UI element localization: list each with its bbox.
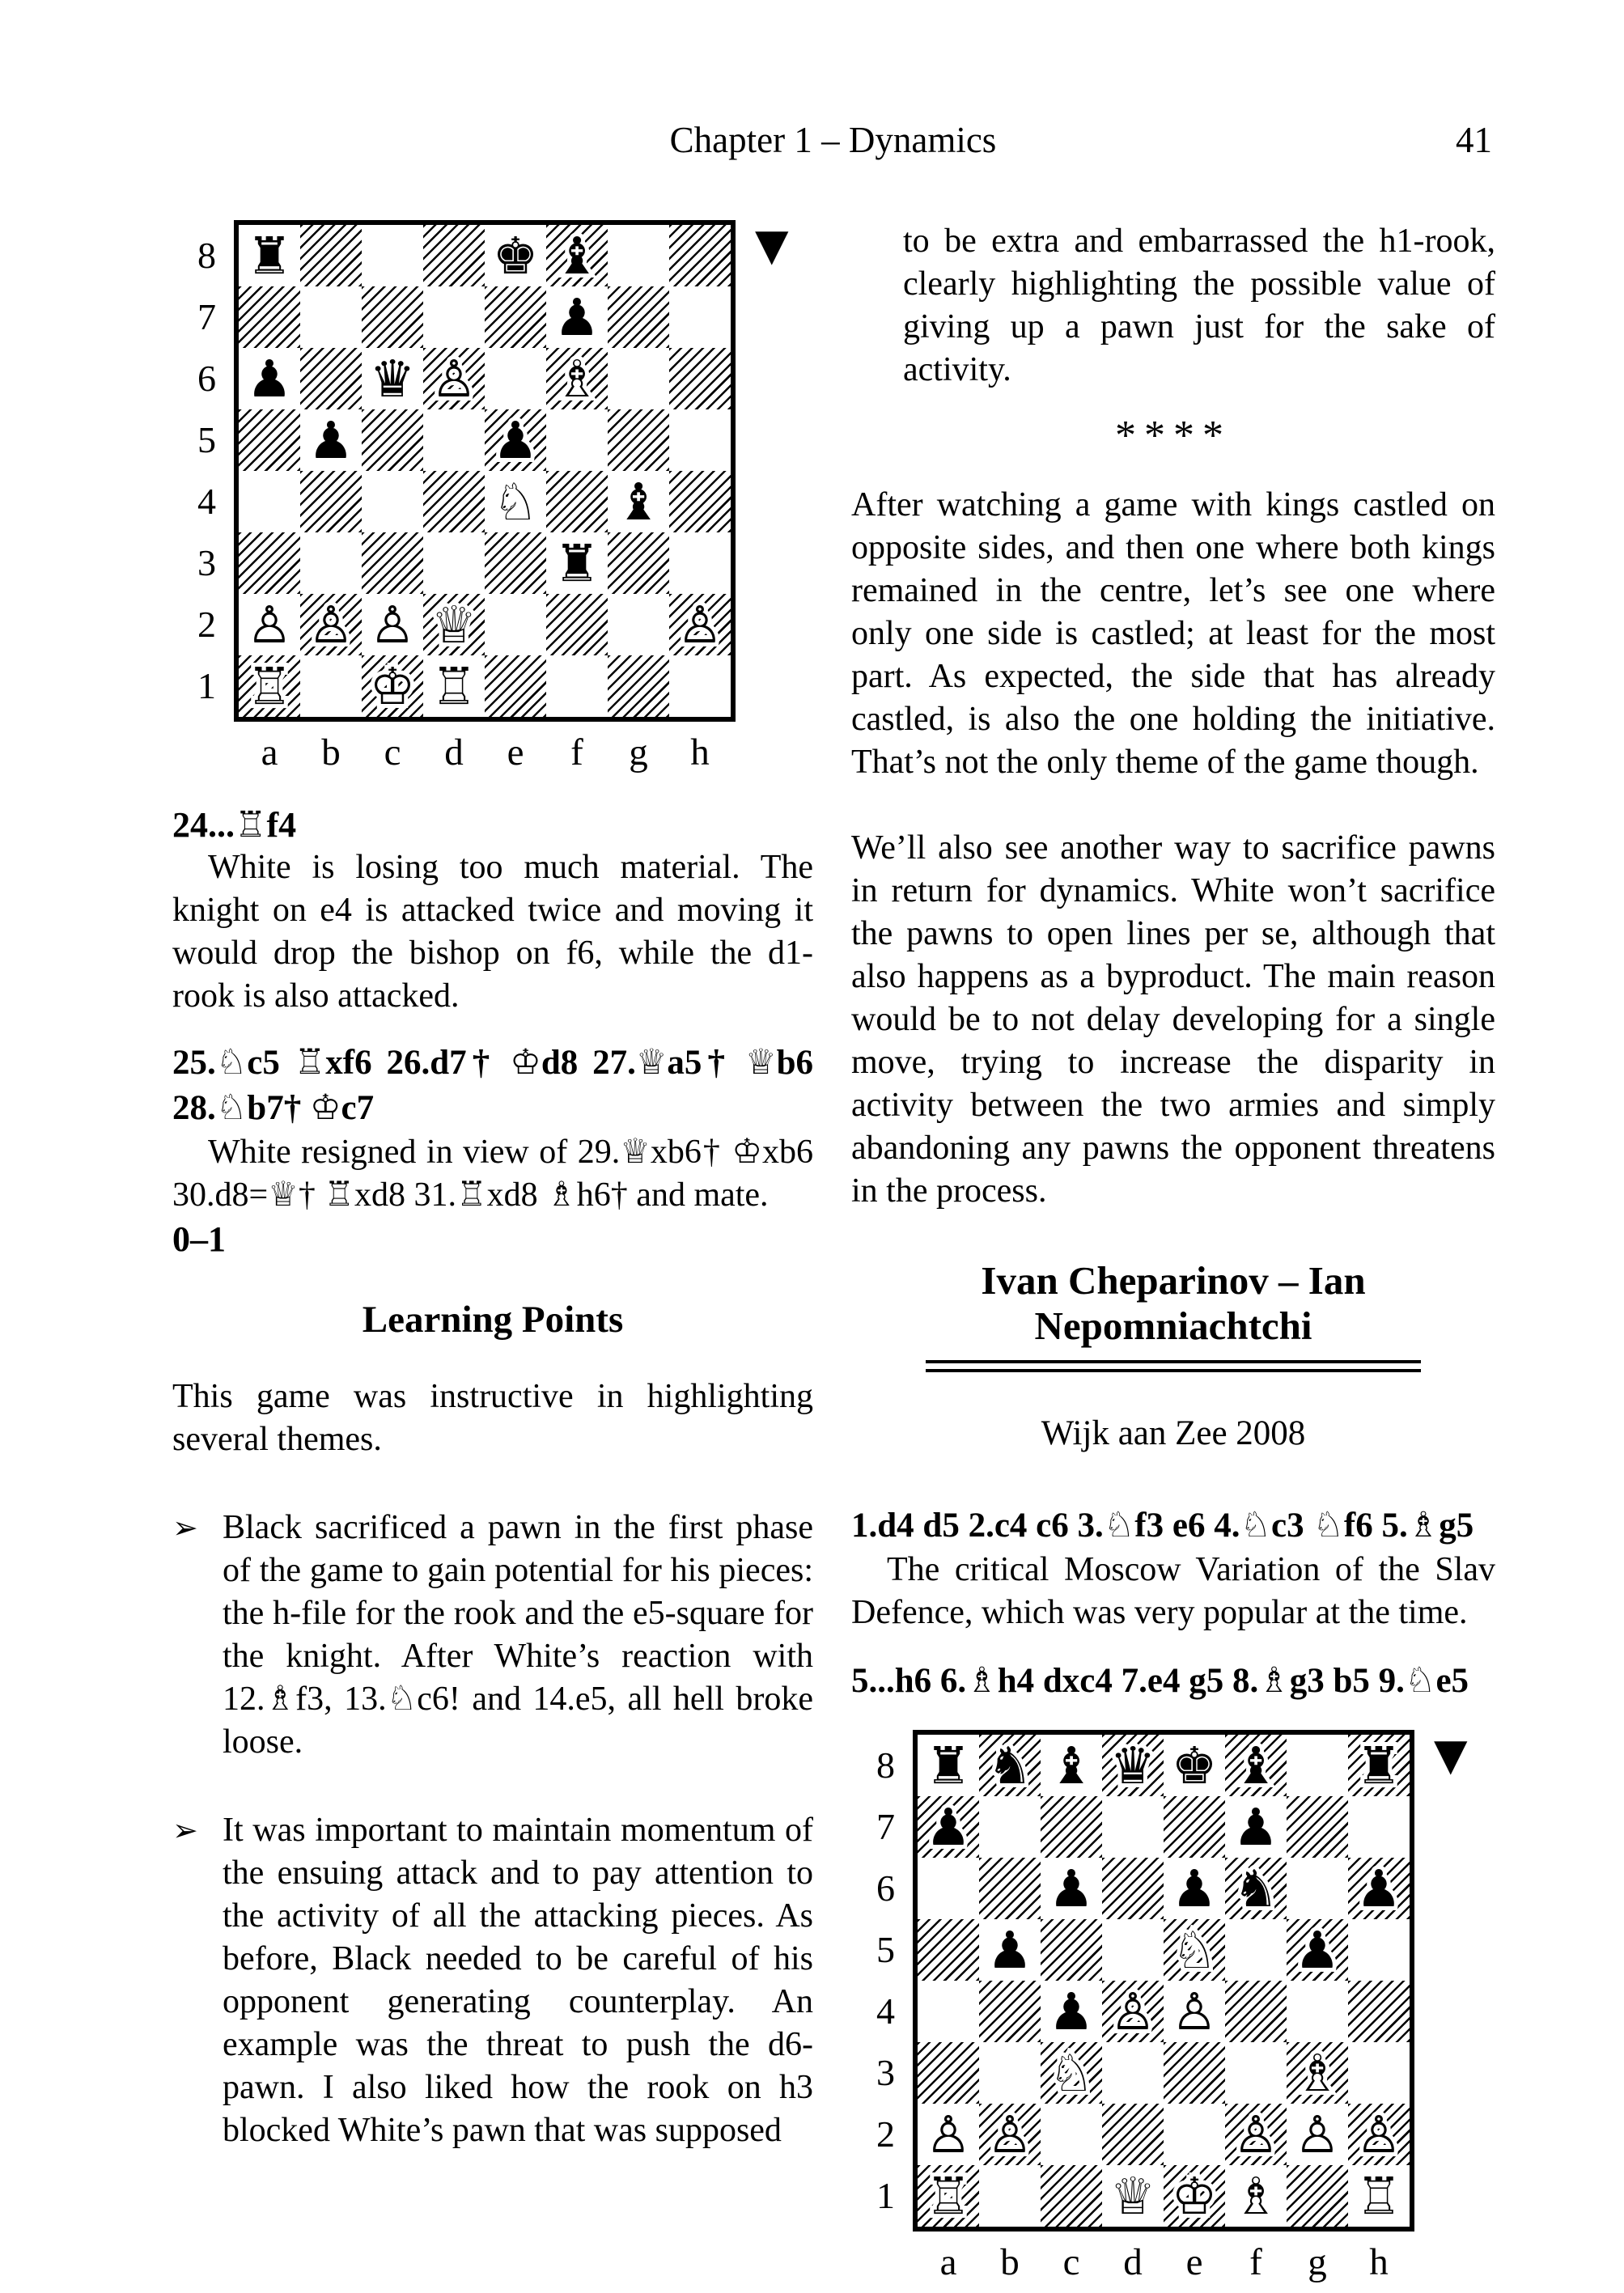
file-label-f: f: [1249, 2241, 1262, 2283]
square-c2: [362, 594, 423, 655]
file-label-c: c: [384, 731, 401, 774]
square-f6: [1225, 1858, 1287, 1919]
square-c3: [362, 532, 423, 594]
square-a4: [239, 471, 300, 532]
square-d6: [423, 348, 485, 409]
square-e5: [1164, 1919, 1225, 1981]
square-d7: [423, 286, 485, 348]
square-a5: [918, 1919, 979, 1981]
page-number: 41: [1456, 120, 1492, 160]
square-e2: [1164, 2104, 1225, 2165]
chess-diagram-1: [172, 220, 813, 777]
square-f6: [546, 348, 608, 409]
square-d1: [423, 655, 485, 717]
diagram-board-row: [172, 220, 813, 722]
square-c8: [362, 225, 423, 286]
file-labels: [918, 2238, 1495, 2287]
square-b3: [979, 2042, 1041, 2104]
file-label-d: d: [444, 731, 464, 774]
arrow-bullet-icon: ➢: [172, 1812, 198, 1848]
square-e6: [1164, 1858, 1225, 1919]
square-h4: [1348, 1981, 1410, 2042]
move-line: 5...h6 6.♗h4 dxc4 7.e4 g5 8.♗g3 b5 9.♘e5: [851, 1662, 1469, 1700]
square-c4: [362, 471, 423, 532]
rank-label-6: 6: [197, 358, 216, 399]
square-d3: [423, 532, 485, 594]
square-f3: [546, 532, 608, 594]
black-to-move-icon: ▼: [1434, 1729, 1468, 1780]
square-a7: [918, 1796, 979, 1858]
paragraph: This game was instructive in highlighting several themes.: [172, 1378, 813, 1458]
rank-label-3: 3: [876, 2052, 895, 2093]
square-e3: [485, 532, 546, 594]
square-a1: [239, 655, 300, 717]
square-h3: [1348, 2042, 1410, 2104]
square-a4: [918, 1981, 979, 2042]
square-e2: [485, 594, 546, 655]
paragraph: The critical Moscow Variation of the Slav Defence, which was very popular at the time.: [851, 1551, 1495, 1631]
square-d3: [1102, 2042, 1164, 2104]
square-a6: [918, 1858, 979, 1919]
square-f4: [546, 471, 608, 532]
square-h4: [669, 471, 731, 532]
rank-labels: [172, 220, 234, 717]
square-h5: [669, 409, 731, 471]
square-f7: [1225, 1796, 1287, 1858]
square-f5: [1225, 1919, 1287, 1981]
square-g2: [1287, 2104, 1348, 2165]
square-e7: [1164, 1796, 1225, 1858]
square-f2: [1225, 2104, 1287, 2165]
square-c1: [1041, 2165, 1102, 2227]
move-heading: 24...♖f4: [172, 805, 297, 845]
square-a8: [918, 1735, 979, 1796]
square-h1: [669, 655, 731, 717]
square-g3: [608, 532, 669, 594]
square-a2: [918, 2104, 979, 2165]
arrow-bullet-icon: ➢: [172, 1510, 198, 1545]
square-g8: [1287, 1735, 1348, 1796]
square-d2: [423, 594, 485, 655]
square-d8: [423, 225, 485, 286]
square-d6: [1102, 1858, 1164, 1919]
paragraph-continuation: to be extra and embarrassed the h1-rook, clearly highlighting the possible value of giving up a pawn just for the sake of activity.: [903, 223, 1495, 388]
square-g6: [1287, 1858, 1348, 1919]
rank-label-6: 6: [876, 1867, 895, 1909]
paragraph: White is losing too much material. The knight on e4 is attacked twice and moving it would drop the bishop on f6, while the d1-rook is also attacked.: [172, 849, 813, 1015]
square-g1: [608, 655, 669, 717]
square-e4: [485, 471, 546, 532]
square-b4: [300, 471, 362, 532]
square-e1: [1164, 2165, 1225, 2227]
square-b6: [979, 1858, 1041, 1919]
square-f2: [546, 594, 608, 655]
file-label-a: a: [261, 731, 278, 774]
rank-label-2: 2: [876, 2113, 895, 2155]
file-label-e: e: [507, 731, 524, 774]
square-d8: [1102, 1735, 1164, 1796]
section-heading: Learning Points: [362, 1299, 624, 1341]
rank-labels: [851, 1730, 913, 2227]
square-c8: [1041, 1735, 1102, 1796]
square-b7: [979, 1796, 1041, 1858]
square-h1: [1348, 2165, 1410, 2227]
square-g1: [1287, 2165, 1348, 2227]
square-h2: [1348, 2104, 1410, 2165]
square-f5: [546, 409, 608, 471]
square-g3: [1287, 2042, 1348, 2104]
rank-label-8: 8: [876, 1744, 895, 1786]
square-c4: [1041, 1981, 1102, 2042]
square-e6: [485, 348, 546, 409]
square-d1: [1102, 2165, 1164, 2227]
square-b5: [300, 409, 362, 471]
chess-board: [234, 220, 736, 722]
square-d5: [423, 409, 485, 471]
square-b4: [979, 1981, 1041, 2042]
square-e7: [485, 286, 546, 348]
square-b5: [979, 1919, 1041, 1981]
square-b8: [300, 225, 362, 286]
square-g4: [1287, 1981, 1348, 2042]
square-c2: [1041, 2104, 1102, 2165]
square-d7: [1102, 1796, 1164, 1858]
square-d4: [1102, 1981, 1164, 2042]
list-item-text: Black sacrificed a pawn in the first phase of the game to gain potential for his pieces: the h-file for the rook and the e5-square for the knight. After White’s reaction with 12.♗f3, 13.♘c6! and 14.e5, all hell broke loose.: [223, 1509, 813, 1761]
file-label-g: g: [629, 731, 648, 774]
file-label-g: g: [1308, 2241, 1327, 2283]
square-c3: [1041, 2042, 1102, 2104]
paragraph: White resigned in view of 29.♕xb6† ♔xb6 30.d8=♕† ♖xd8 31.♖xd8 ♗h6† and mate.: [172, 1134, 813, 1214]
square-f8: [546, 225, 608, 286]
file-label-b: b: [321, 731, 341, 774]
square-a5: [239, 409, 300, 471]
square-b6: [300, 348, 362, 409]
file-label-a: a: [939, 2241, 957, 2283]
square-f3: [1225, 2042, 1287, 2104]
square-c5: [362, 409, 423, 471]
chess-diagram-2: [851, 1730, 1495, 2287]
square-b2: [300, 594, 362, 655]
square-g8: [608, 225, 669, 286]
square-g7: [608, 286, 669, 348]
square-h3: [669, 532, 731, 594]
square-c5: [1041, 1919, 1102, 1981]
list-item-text: It was important to maintain momentum of the ensuing attack and to pay attention to the activity of all the attacking pieces. As before, Black needed to be careful of his opponent generating counterplay. An example was the threat to push the d6-pawn. I also liked how the rook on h3 blocked White’s pawn that was supposed: [223, 1812, 813, 2149]
square-b7: [300, 286, 362, 348]
square-h7: [669, 286, 731, 348]
diagram-board-row: [851, 1730, 1495, 2232]
section-break-asterisks: ****: [1115, 413, 1232, 459]
square-c6: [362, 348, 423, 409]
list-item: [172, 1507, 813, 1764]
square-b1: [979, 2165, 1041, 2227]
square-h8: [669, 225, 731, 286]
square-g6: [608, 348, 669, 409]
rank-label-3: 3: [197, 542, 216, 583]
square-a3: [918, 2042, 979, 2104]
square-d4: [423, 471, 485, 532]
rank-label-5: 5: [876, 1929, 895, 1970]
rank-label-5: 5: [197, 419, 216, 460]
square-b3: [300, 532, 362, 594]
rank-label-1: 1: [197, 665, 216, 706]
square-c7: [362, 286, 423, 348]
square-h6: [669, 348, 731, 409]
square-f7: [546, 286, 608, 348]
rank-label-4: 4: [197, 481, 216, 522]
chapter-title: Chapter 1 – Dynamics: [669, 120, 997, 160]
right-column: [851, 220, 1495, 2287]
black-to-move-icon: ▼: [755, 219, 789, 270]
file-label-b: b: [1000, 2241, 1020, 2283]
rank-label-7: 7: [197, 296, 216, 337]
square-a2: [239, 594, 300, 655]
square-h2: [669, 594, 731, 655]
game-players-heading: Ivan Cheparinov – Ian Nepomniachtchi: [981, 1258, 1366, 1348]
chess-board: [913, 1730, 1414, 2232]
rank-label-8: 8: [197, 235, 216, 276]
square-g5: [1287, 1919, 1348, 1981]
file-label-f: f: [570, 731, 583, 774]
square-e8: [1164, 1735, 1225, 1796]
square-g2: [608, 594, 669, 655]
square-a3: [239, 532, 300, 594]
rank-label-2: 2: [197, 604, 216, 645]
square-d5: [1102, 1919, 1164, 1981]
file-label-e: e: [1185, 2241, 1203, 2283]
square-h7: [1348, 1796, 1410, 1858]
square-h8: [1348, 1735, 1410, 1796]
square-b8: [979, 1735, 1041, 1796]
square-d2: [1102, 2104, 1164, 2165]
move-line: 25.♘c5 ♖xf6 26.d7† ♔d8 27.♕a5† ♕b6 28.♘b7† ♔c7: [172, 1044, 813, 1127]
square-a7: [239, 286, 300, 348]
rank-label-7: 7: [876, 1806, 895, 1847]
square-e8: [485, 225, 546, 286]
paragraph: We’ll also see another way to sacrifice pawns in return for dynamics. White won’t sacrifice the pawns to open lines per se, although that also happens as a byproduct. The main reason would be to not delay developing for a single move, trying to increase the disparity in activity between the two armies and simply abandoning any pawns the opponent threatens in the process.: [851, 829, 1495, 1210]
square-c1: [362, 655, 423, 717]
square-g7: [1287, 1796, 1348, 1858]
square-a6: [239, 348, 300, 409]
square-e1: [485, 655, 546, 717]
square-f8: [1225, 1735, 1287, 1796]
square-e3: [1164, 2042, 1225, 2104]
rank-label-1: 1: [876, 2175, 895, 2216]
game-result: 0–1: [172, 1219, 226, 1259]
file-labels: [239, 728, 813, 777]
file-label-h: h: [690, 731, 710, 774]
square-f1: [1225, 2165, 1287, 2227]
left-column: [172, 220, 813, 2152]
rank-label-4: 4: [876, 1990, 895, 2032]
square-b1: [300, 655, 362, 717]
square-a1: [918, 2165, 979, 2227]
move-line: 1.d4 d5 2.c4 c6 3.♘f3 e6 4.♘c3 ♘f6 5.♗g5: [851, 1507, 1474, 1545]
game-venue: Wijk aan Zee 2008: [1041, 1414, 1306, 1452]
list-item: [172, 1809, 813, 2152]
square-a8: [239, 225, 300, 286]
square-g4: [608, 471, 669, 532]
square-g5: [608, 409, 669, 471]
square-c6: [1041, 1858, 1102, 1919]
square-f4: [1225, 1981, 1287, 2042]
file-label-d: d: [1123, 2241, 1143, 2283]
square-c7: [1041, 1796, 1102, 1858]
file-label-c: c: [1062, 2241, 1080, 2283]
square-f1: [546, 655, 608, 717]
paragraph: After watching a game with kings castled on opposite sides, and then one where both kings remained in the centre, let’s see one where only one side is castled; at least for the most part. As expected, the side that has already castled, is also the one holding the initiative. That’s not the only theme of the game though.: [851, 486, 1495, 781]
square-e4: [1164, 1981, 1225, 2042]
double-rule: [926, 1360, 1421, 1372]
file-label-h: h: [1369, 2241, 1389, 2283]
square-h5: [1348, 1919, 1410, 1981]
square-b2: [979, 2104, 1041, 2165]
square-e5: [485, 409, 546, 471]
square-h6: [1348, 1858, 1410, 1919]
